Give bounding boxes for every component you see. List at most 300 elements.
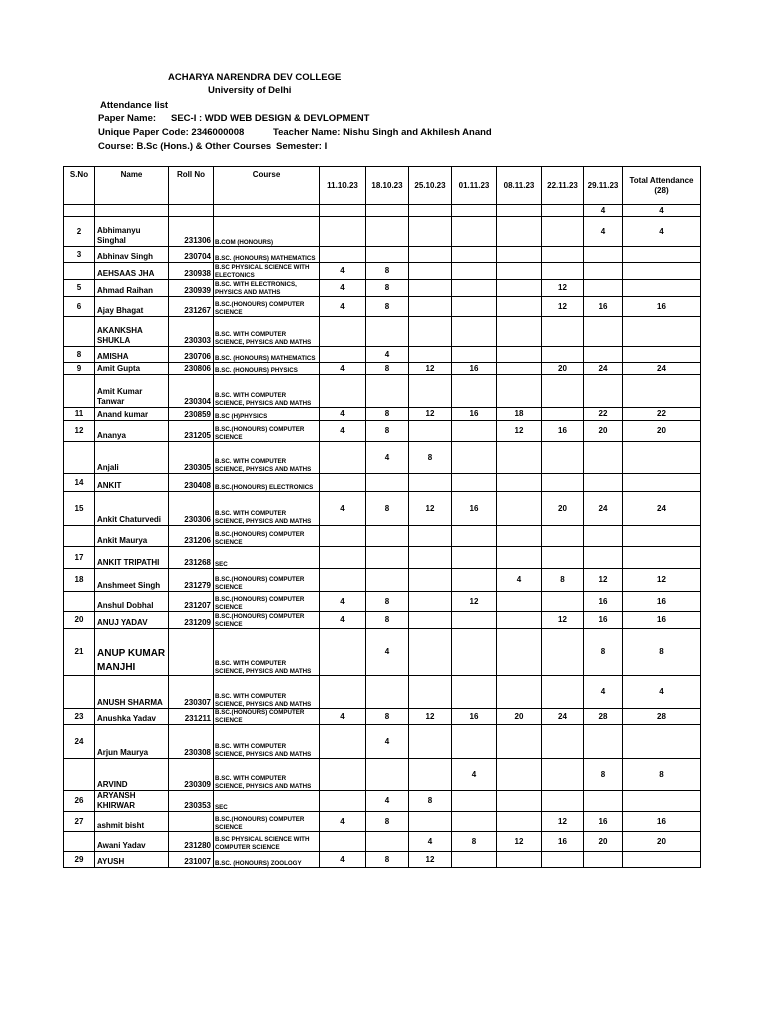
total-attendance: 16: [623, 592, 701, 612]
table-row: [64, 492, 701, 526]
attendance-cell: [320, 375, 366, 408]
total-attendance: 8: [623, 629, 701, 676]
attendance-cell: 8: [366, 709, 409, 725]
university-name: University of Delhi: [208, 85, 292, 96]
attendance-cell: 4: [320, 612, 366, 629]
attendance-cell: [320, 759, 366, 791]
serial-number: 2: [64, 217, 95, 247]
serial-number: 20: [64, 612, 95, 629]
total-attendance: [623, 725, 701, 759]
roll-number: 230408: [169, 474, 214, 492]
total-attendance: [623, 280, 701, 297]
student-name: AYUSH: [95, 852, 169, 868]
student-name: Ananya: [95, 421, 169, 442]
attendance-cell: [452, 442, 497, 474]
student-name: Abhinav Singh: [95, 247, 169, 263]
col-header: 29.11.23: [584, 167, 623, 205]
attendance-cell: [542, 408, 584, 421]
attendance-cell: [542, 725, 584, 759]
attendance-cell: 24: [584, 363, 623, 375]
roll-number: 231267: [169, 297, 214, 317]
attendance-cell: [584, 547, 623, 569]
attendance-cell: 16: [584, 297, 623, 317]
attendance-cell: [409, 526, 452, 547]
col-header: Course: [214, 167, 320, 205]
total-attendance: [623, 474, 701, 492]
table-row: [64, 474, 701, 492]
total-attendance: [623, 547, 701, 569]
table-row: [64, 408, 701, 421]
course-name: B.SC.(HONOURS) COMPUTER SCIENCE: [214, 612, 320, 629]
col-header: Roll No: [169, 167, 214, 205]
attendance-cell: [409, 205, 452, 217]
roll-number: 231306: [169, 217, 214, 247]
student-name: ANKIT: [95, 474, 169, 492]
attendance-cell: 24: [584, 492, 623, 526]
roll-number: 230706: [169, 347, 214, 363]
attendance-cell: [542, 347, 584, 363]
table-row: [64, 791, 701, 812]
attendance-cell: 4: [320, 363, 366, 375]
course-name: B.SC. WITH COMPUTER SCIENCE, PHYSICS AND MATHS: [214, 725, 320, 759]
table-row: [64, 263, 701, 280]
roll-number: 230304: [169, 375, 214, 408]
total-attendance: 4: [623, 217, 701, 247]
serial-number: 21: [64, 629, 95, 676]
attendance-cell: [366, 247, 409, 263]
table-row: [64, 297, 701, 317]
course-name: B.SC. WITH ELECTRONICS, PHYSICS AND MATHS: [214, 280, 320, 297]
col-header: S.No: [64, 167, 95, 205]
attendance-cell: [542, 442, 584, 474]
attendance-cell: [584, 247, 623, 263]
course-name: B.SC. WITH COMPUTER SCIENCE, PHYSICS AND MATHS: [214, 676, 320, 709]
course-name: SEC: [214, 791, 320, 812]
serial-number: [64, 832, 95, 852]
attendance-cell: 8: [584, 759, 623, 791]
attendance-cell: 16: [542, 421, 584, 442]
student-name: Ahmad Raihan: [95, 280, 169, 297]
course-name: B.SC.(HONOURS) ELECTRONICS: [214, 474, 320, 492]
serial-number: 15: [64, 492, 95, 526]
attendance-cell: [409, 612, 452, 629]
total-attendance: 28: [623, 709, 701, 725]
course-name: B.SC. WITH COMPUTER SCIENCE, PHYSICS AND MATHS: [214, 492, 320, 526]
attendance-cell: [452, 280, 497, 297]
course-name: B.SC.(HONOURS) COMPUTER SCIENCE: [214, 569, 320, 592]
serial-number: 5: [64, 280, 95, 297]
total-attendance: [623, 347, 701, 363]
attendance-cell: 8: [584, 629, 623, 676]
roll-number: 230305: [169, 442, 214, 474]
attendance-cell: [584, 526, 623, 547]
attendance-cell: [497, 629, 542, 676]
table-row: [64, 317, 701, 347]
attendance-cell: [497, 474, 542, 492]
attendance-cell: [409, 812, 452, 832]
student-name: Amit Gupta: [95, 363, 169, 375]
table-row: [64, 205, 701, 217]
teacher-name: Teacher Name: Nishu Singh and Akhilesh Anand: [273, 127, 492, 138]
attendance-cell: 20: [542, 492, 584, 526]
attendance-cell: [497, 612, 542, 629]
total-attendance: [623, 317, 701, 347]
attendance-cell: [320, 347, 366, 363]
roll-number: 230353: [169, 791, 214, 812]
attendance-cell: 8: [366, 812, 409, 832]
roll-number: 231207: [169, 592, 214, 612]
attendance-cell: [452, 526, 497, 547]
roll-number: 230939: [169, 280, 214, 297]
course-name: B.SC PHYSICAL SCIENCE WITH COMPUTER SCIENCE: [214, 832, 320, 852]
student-name: ARYANSH KHIRWAR: [95, 791, 169, 812]
serial-number: [64, 759, 95, 791]
attendance-cell: [584, 375, 623, 408]
attendance-cell: [320, 474, 366, 492]
attendance-cell: 4: [366, 442, 409, 474]
attendance-cell: [497, 297, 542, 317]
attendance-cell: [320, 629, 366, 676]
course-name: B.SC PHYSICAL SCIENCE WITH ELECTONICS: [214, 263, 320, 280]
student-name: Ankit Chaturvedi: [95, 492, 169, 526]
total-attendance: 4: [623, 205, 701, 217]
attendance-cell: [409, 569, 452, 592]
total-attendance: [623, 791, 701, 812]
attendance-cell: [497, 791, 542, 812]
attendance-cell: 12: [452, 592, 497, 612]
roll-number: 230806: [169, 363, 214, 375]
attendance-cell: [366, 759, 409, 791]
total-attendance: 24: [623, 492, 701, 526]
serial-number: 14: [64, 474, 95, 492]
attendance-cell: [409, 725, 452, 759]
attendance-cell: [366, 676, 409, 709]
attendance-cell: [542, 676, 584, 709]
attendance-cell: 16: [584, 592, 623, 612]
attendance-cell: [497, 375, 542, 408]
course-name: B.SC.(HONOURS) COMPUTER SCIENCE: [214, 526, 320, 547]
attendance-cell: [452, 812, 497, 832]
attendance-cell: 4: [320, 812, 366, 832]
attendance-cell: [584, 263, 623, 280]
attendance-cell: 18: [497, 408, 542, 421]
attendance-cell: [452, 375, 497, 408]
attendance-cell: [452, 725, 497, 759]
attendance-cell: [542, 263, 584, 280]
attendance-cell: 24: [542, 709, 584, 725]
attendance-cell: 16: [452, 492, 497, 526]
attendance-cell: [542, 592, 584, 612]
roll-number: 231205: [169, 421, 214, 442]
total-attendance: 24: [623, 363, 701, 375]
student-name: Anushka Yadav: [95, 709, 169, 725]
attendance-cell: 12: [409, 492, 452, 526]
attendance-cell: [452, 474, 497, 492]
roll-number: 230938: [169, 263, 214, 280]
attendance-cell: [452, 217, 497, 247]
col-header: Name: [95, 167, 169, 205]
total-attendance: 16: [623, 612, 701, 629]
attendance-cell: 8: [366, 263, 409, 280]
attendance-cell: 4: [320, 421, 366, 442]
attendance-cell: 8: [366, 297, 409, 317]
attendance-cell: 4: [320, 280, 366, 297]
table-row: [64, 247, 701, 263]
attendance-cell: [366, 205, 409, 217]
attendance-cell: 16: [584, 612, 623, 629]
attendance-cell: [409, 421, 452, 442]
attendance-cell: 20: [584, 421, 623, 442]
attendance-cell: [409, 592, 452, 612]
serial-number: 18: [64, 569, 95, 592]
attendance-cell: [542, 759, 584, 791]
student-name: ARVIND: [95, 759, 169, 791]
attendance-cell: [497, 205, 542, 217]
attendance-cell: [366, 832, 409, 852]
table-row: [64, 547, 701, 569]
total-attendance: [623, 442, 701, 474]
roll-number: 231209: [169, 612, 214, 629]
attendance-cell: 12: [409, 709, 452, 725]
attendance-cell: [409, 317, 452, 347]
serial-number: 3: [64, 247, 95, 263]
attendance-cell: 16: [542, 832, 584, 852]
attendance-cell: 12: [542, 812, 584, 832]
attendance-cell: [584, 791, 623, 812]
attendance-cell: 12: [584, 569, 623, 592]
attendance-cell: 4: [584, 217, 623, 247]
serial-number: 12: [64, 421, 95, 442]
attendance-cell: [497, 547, 542, 569]
attendance-cell: [497, 492, 542, 526]
student-name: [95, 205, 169, 217]
serial-number: [64, 375, 95, 408]
course-name: B.SC.(HONOURS) COMPUTER SCIENCE: [214, 421, 320, 442]
attendance-cell: 8: [452, 832, 497, 852]
table-row: [64, 347, 701, 363]
attendance-cell: [409, 247, 452, 263]
attendance-cell: [320, 442, 366, 474]
student-name: Anand kumar: [95, 408, 169, 421]
attendance-cell: [542, 526, 584, 547]
attendance-cell: 8: [366, 492, 409, 526]
table-row: [64, 832, 701, 852]
attendance-cell: [409, 547, 452, 569]
table-row: [64, 375, 701, 408]
course-name: B.SC. (HONOURS) ZOOLOGY: [214, 852, 320, 868]
serial-number: [64, 317, 95, 347]
course-name: SEC: [214, 547, 320, 569]
attendance-cell: [542, 629, 584, 676]
attendance-cell: [366, 375, 409, 408]
attendance-cell: 4: [366, 347, 409, 363]
course-name: [214, 205, 320, 217]
attendance-cell: [452, 347, 497, 363]
student-name: Abhimanyu Singhal: [95, 217, 169, 247]
student-name: AMISHA: [95, 347, 169, 363]
attendance-cell: 4: [320, 297, 366, 317]
attendance-cell: 16: [584, 812, 623, 832]
attendance-cell: [584, 442, 623, 474]
attendance-cell: 12: [409, 363, 452, 375]
attendance-cell: [320, 217, 366, 247]
attendance-cell: 12: [542, 280, 584, 297]
attendance-cell: 4: [366, 629, 409, 676]
serial-number: 9: [64, 363, 95, 375]
course-name: B.SC. WITH COMPUTER SCIENCE, PHYSICS AND MATHS: [214, 442, 320, 474]
student-name: ANKIT TRIPATHI: [95, 547, 169, 569]
student-name: Ankit Maurya: [95, 526, 169, 547]
attendance-cell: [452, 297, 497, 317]
student-name: ANUSH SHARMA: [95, 676, 169, 709]
serial-number: [64, 205, 95, 217]
attendance-cell: 20: [542, 363, 584, 375]
attendance-cell: [320, 676, 366, 709]
serial-number: [64, 263, 95, 280]
serial-number: 23: [64, 709, 95, 725]
roll-number: 231268: [169, 547, 214, 569]
roll-number: 230859: [169, 408, 214, 421]
attendance-cell: [320, 205, 366, 217]
attendance-cell: 4: [320, 492, 366, 526]
serial-number: 6: [64, 297, 95, 317]
serial-number: 17: [64, 547, 95, 569]
attendance-cell: [497, 592, 542, 612]
attendance-cell: [452, 547, 497, 569]
table-row: [64, 759, 701, 791]
attendance-cell: [409, 217, 452, 247]
total-attendance: [623, 375, 701, 408]
attendance-cell: [452, 421, 497, 442]
attendance-cell: 28: [584, 709, 623, 725]
attendance-cell: 4: [409, 832, 452, 852]
roll-number: 230308: [169, 725, 214, 759]
roll-number: 230704: [169, 247, 214, 263]
attendance-cell: [584, 852, 623, 868]
attendance-cell: [320, 247, 366, 263]
serial-number: [64, 526, 95, 547]
attendance-cell: 4: [452, 759, 497, 791]
attendance-cell: [409, 629, 452, 676]
col-header: 25.10.23: [409, 167, 452, 205]
attendance-cell: [452, 629, 497, 676]
attendance-cell: 8: [366, 363, 409, 375]
attendance-cell: [320, 569, 366, 592]
total-attendance: [623, 247, 701, 263]
attendance-table: [63, 166, 701, 868]
table-row: [64, 629, 701, 676]
attendance-cell: [584, 725, 623, 759]
attendance-cell: 8: [366, 852, 409, 868]
course-name: B.SC.(HONOURS) COMPUTER SCIENCE: [214, 297, 320, 317]
total-attendance: [623, 526, 701, 547]
attendance-cell: 8: [366, 592, 409, 612]
student-name: Anjali: [95, 442, 169, 474]
attendance-cell: [542, 217, 584, 247]
list-title: Attendance list: [100, 100, 169, 111]
attendance-cell: [409, 347, 452, 363]
student-name: Anshmeet Singh: [95, 569, 169, 592]
table-row: [64, 592, 701, 612]
attendance-cell: [542, 852, 584, 868]
attendance-cell: [542, 247, 584, 263]
header-row: [64, 167, 701, 205]
total-attendance: 4: [623, 676, 701, 709]
course-name: B.SC (H)PHYSICS: [214, 408, 320, 421]
attendance-cell: 12: [409, 852, 452, 868]
attendance-cell: [320, 526, 366, 547]
total-attendance: 16: [623, 297, 701, 317]
attendance-cell: [409, 759, 452, 791]
attendance-cell: [584, 317, 623, 347]
col-header: 08.11.23: [497, 167, 542, 205]
table-row: [64, 612, 701, 629]
roll-number: [169, 812, 214, 832]
attendance-cell: 4: [366, 725, 409, 759]
attendance-cell: [497, 280, 542, 297]
total-attendance: 16: [623, 812, 701, 832]
attendance-cell: [409, 676, 452, 709]
table-row: [64, 852, 701, 868]
attendance-cell: 12: [497, 832, 542, 852]
course-name: B.SC. (HONOURS) MATHEMATICS: [214, 347, 320, 363]
table-row: [64, 812, 701, 832]
table-row: [64, 526, 701, 547]
total-attendance: 22: [623, 408, 701, 421]
college-name: ACHARYA NARENDRA DEV COLLEGE: [168, 72, 342, 83]
attendance-cell: [497, 347, 542, 363]
attendance-cell: [497, 676, 542, 709]
attendance-cell: [366, 569, 409, 592]
col-header: 18.10.23: [366, 167, 409, 205]
attendance-cell: [497, 442, 542, 474]
student-name: AEHSAAS JHA: [95, 263, 169, 280]
attendance-cell: 4: [366, 791, 409, 812]
attendance-cell: [452, 205, 497, 217]
course-name: B.SC. (HONOURS) PHYSICS: [214, 363, 320, 375]
attendance-cell: 4: [584, 676, 623, 709]
attendance-cell: [497, 263, 542, 280]
attendance-cell: [409, 375, 452, 408]
attendance-cell: [542, 791, 584, 812]
attendance-cell: [452, 612, 497, 629]
semester: Semester: I: [276, 141, 328, 152]
attendance-cell: 8: [542, 569, 584, 592]
attendance-cell: [320, 547, 366, 569]
student-name: ashmit bisht: [95, 812, 169, 832]
roll-number: 230307: [169, 676, 214, 709]
course-name: B.SC.(HONOURS) COMPUTER SCIENCE: [214, 709, 320, 725]
attendance-cell: 4: [320, 852, 366, 868]
course-name: B.SC. (HONOURS) MATHEMATICS: [214, 247, 320, 263]
attendance-cell: 4: [497, 569, 542, 592]
attendance-cell: [409, 297, 452, 317]
attendance-cell: [366, 547, 409, 569]
attendance-cell: 8: [366, 421, 409, 442]
attendance-cell: [409, 263, 452, 280]
attendance-cell: [542, 317, 584, 347]
attendance-cell: [366, 217, 409, 247]
attendance-cell: [452, 791, 497, 812]
attendance-cell: [542, 474, 584, 492]
attendance-cell: 16: [452, 709, 497, 725]
attendance-cell: 4: [320, 408, 366, 421]
course-line: Course: B.Sc (Hons.) & Other Courses: [98, 141, 272, 152]
table-row: [64, 363, 701, 375]
student-name: Amit Kumar Tanwar: [95, 375, 169, 408]
total-attendance: [623, 852, 701, 868]
paper-name-label: Paper Name:: [98, 113, 157, 124]
